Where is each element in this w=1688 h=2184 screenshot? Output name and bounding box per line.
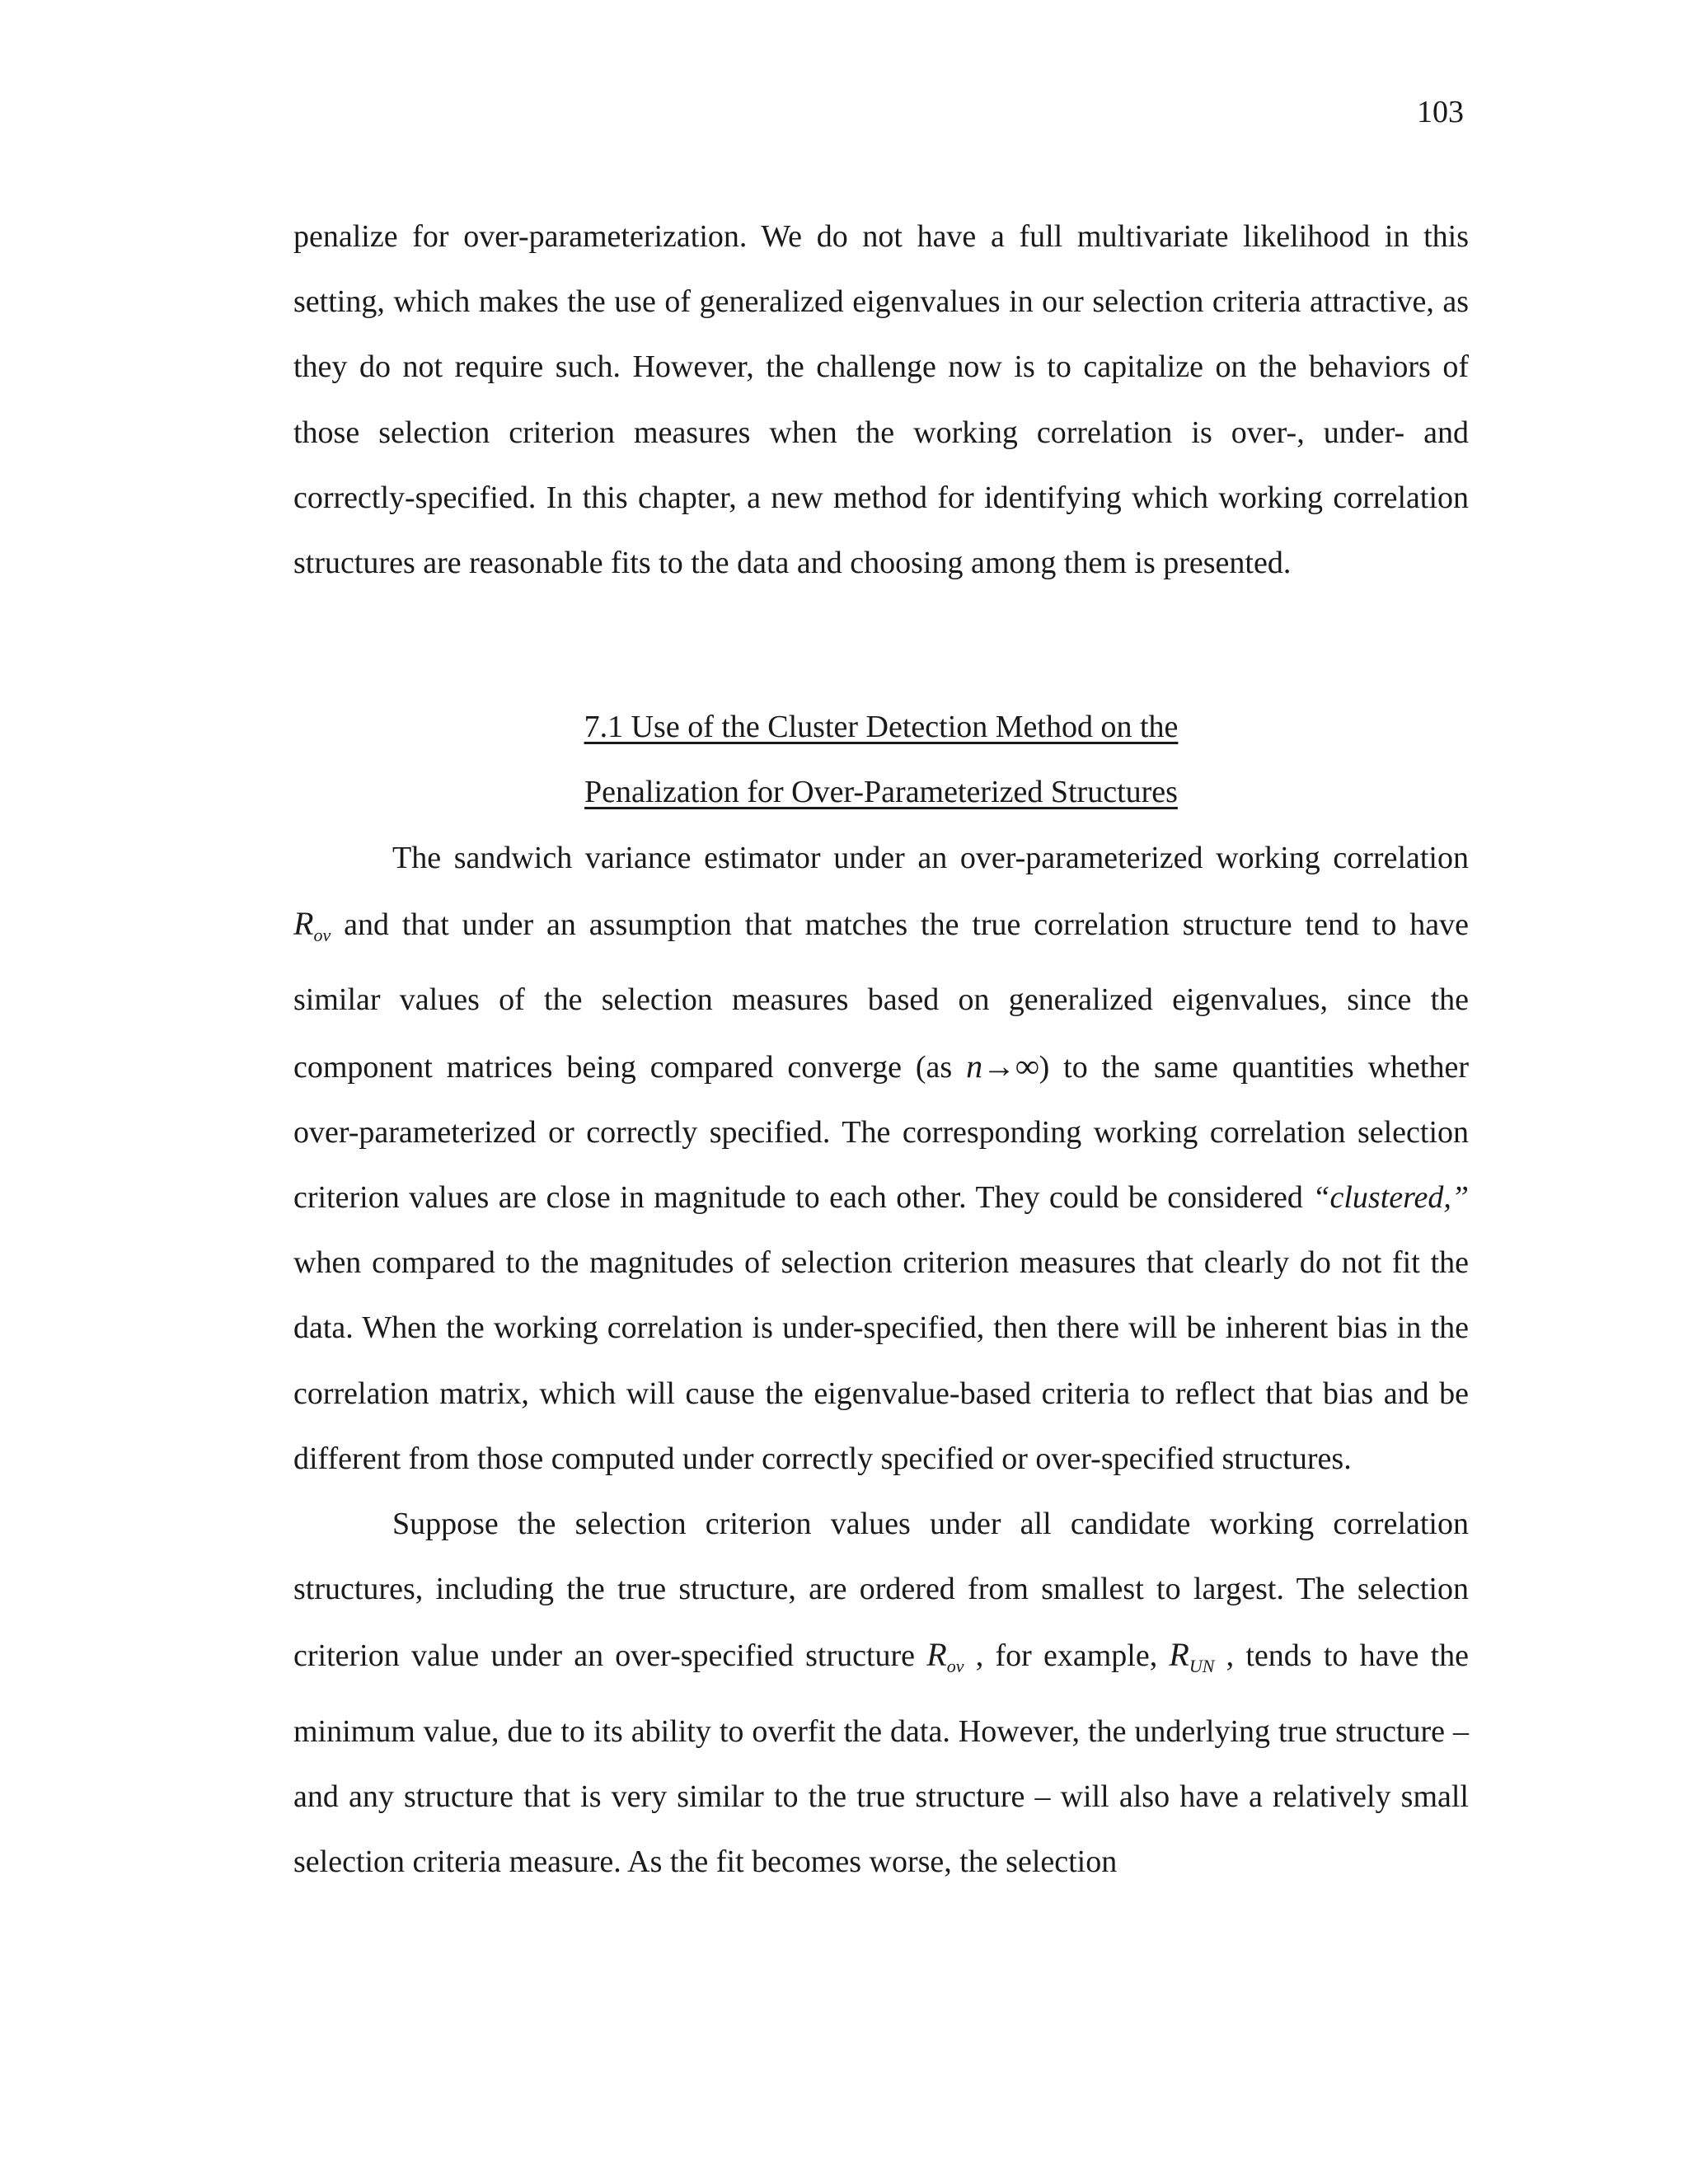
- paragraph-sandwich-estimator: [293, 826, 1469, 1492]
- math-n-limit: n→∞: [966, 1047, 1039, 1085]
- math-r-ov: [293, 905, 331, 946]
- emphasis-clustered: “clustered,”: [1312, 1180, 1469, 1216]
- text-run: and that under an assumption that matches the true correlation structure tend to have similar values of the selection measures based on generalized eigenvalues, since the component matrices being compared converge (as: [293, 907, 1469, 1085]
- section-heading-line-2: Penalization for Over-Parameterized Structures: [584, 775, 1178, 810]
- section-body: [293, 826, 1469, 1895]
- intro-paragraph: penalize for over-parameterization. We do not have a full multivariate likelihood in this setting, which makes the use of generalized eigenvalues in our selection criteria attractive, as they do not require such. However, the challenge now is to capitalize on the behaviors of those selection criterion measures when the working correlation is over-, under- and correctly-specified. In this chapter, a new method for identifying which working correlation structures are reasonable fits to the data and choosing among them is presented.: [293, 219, 1469, 581]
- text-run: ) to the same quantities whether over-parameterized or correctly specified. The corresponding working correlation selection criterion values are close in magnitude to each other. They could be considered: [293, 1049, 1470, 1216]
- intro-paragraph-block: [293, 204, 1469, 596]
- math-r-un: [1169, 1636, 1215, 1677]
- paragraph-ordering: [293, 1492, 1469, 1895]
- section-heading-line-1: 7.1 Use of the Cluster Detection Method on the: [584, 710, 1179, 744]
- text-run: , for example,: [964, 1638, 1170, 1674]
- math-subscript: ov: [946, 1656, 964, 1677]
- text-run: Suppose the selection criterion values under all candidate working correlation structures, including the true structure, are ordered from smallest to largest. The selection criterion value under an over-specified structure: [293, 1507, 1469, 1674]
- math-r-ov: [926, 1636, 964, 1677]
- text-run: when compared to the magnitudes of selection criterion measures that clearly do not fit the data. When the working correlation is under-specified, then there will be inherent bias in the correlation matrix, which will cause the eigenvalue-based criteria to reflect that bias and be different from those computed under correctly specified or over-specified structures.: [293, 1245, 1469, 1476]
- math-subscript: UN: [1189, 1656, 1215, 1677]
- math-subscript: ov: [313, 925, 331, 946]
- text-run: , tends to have the minimum value, due to its ability to overfit the data. However, the underlying true structure – and any structure that is very similar to the true structure – will also have a relatively small selection criteria measure. As the fit becomes worse, the selection: [293, 1638, 1469, 1880]
- page-number: 103: [1417, 95, 1464, 129]
- text-run: The sandwich variance estimator under an over-parameterized working correlation: [392, 841, 1469, 875]
- math-symbol: R: [1169, 1636, 1189, 1674]
- math-symbol: R: [293, 905, 314, 943]
- section-heading: [293, 695, 1469, 825]
- math-symbol: R: [926, 1636, 947, 1674]
